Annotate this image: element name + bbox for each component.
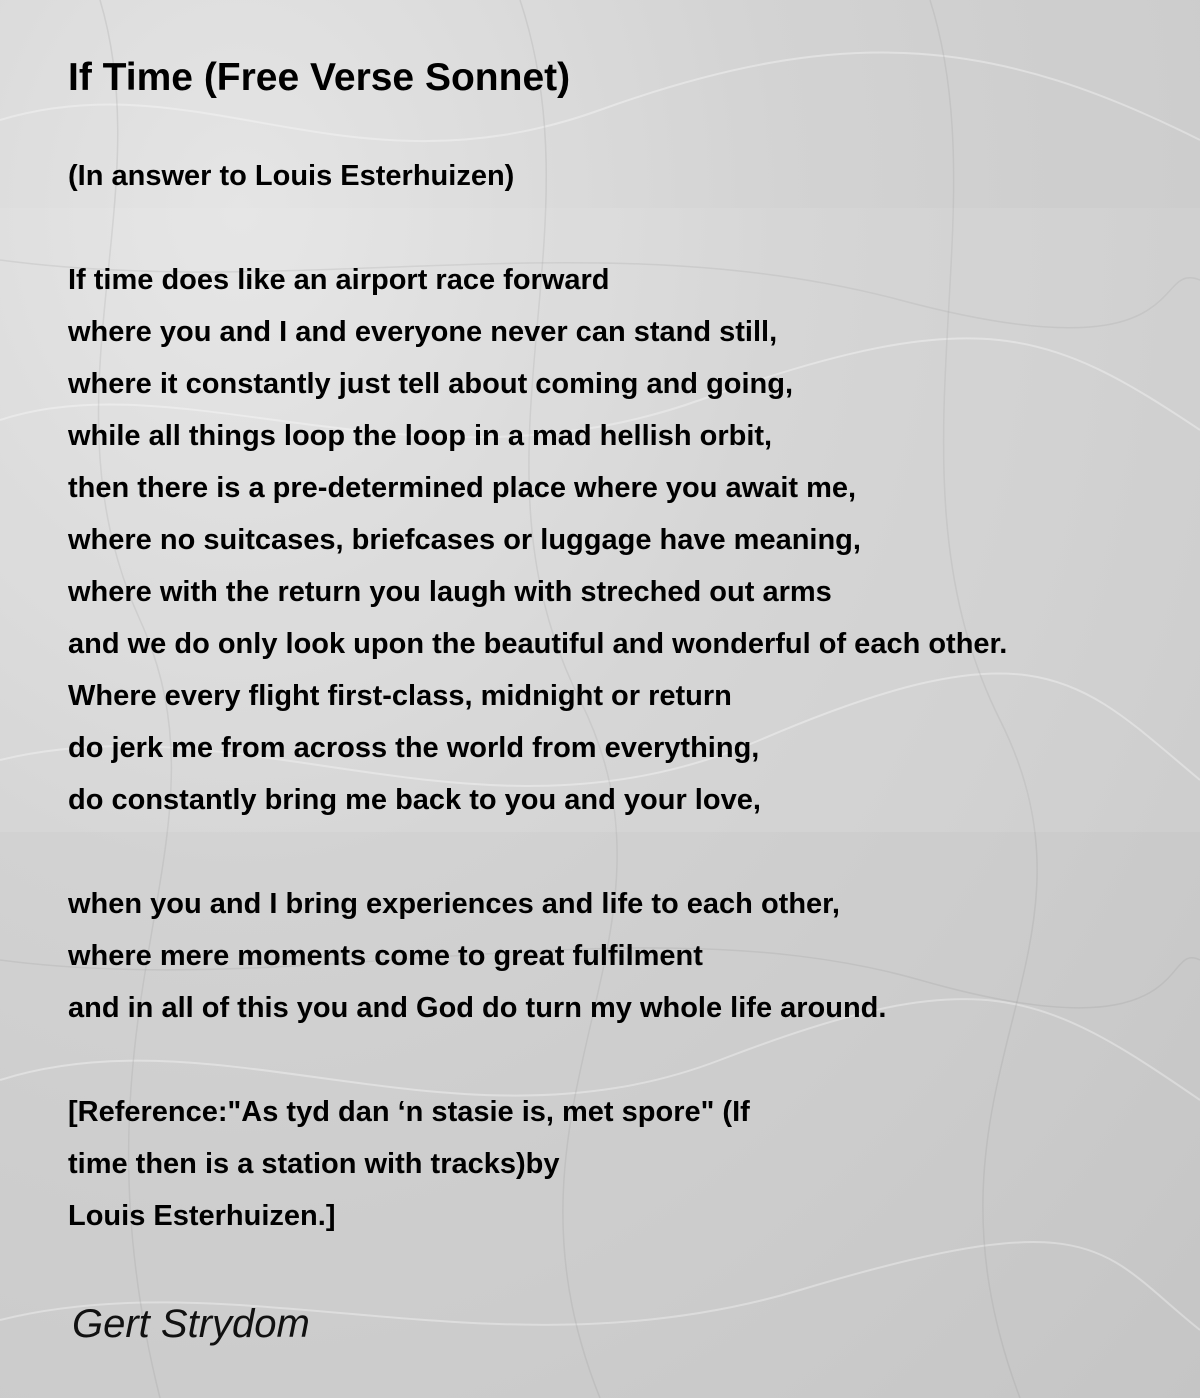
poem-reference <box>68 1086 750 1242</box>
poem-author: Gert Strydom <box>72 1302 310 1346</box>
reference-line: time then is a station with tracks)by <box>68 1148 560 1180</box>
poem-line: where with the return you laugh with streched out arms <box>68 576 832 608</box>
stanza-two <box>68 878 886 1034</box>
poem-line: and we do only look upon the beautiful and wonderful of each other. <box>68 628 1008 660</box>
reference-line: [Reference:"As tyd dan ‘n stasie is, met spore" (If <box>68 1096 750 1128</box>
poem-line: do jerk me from across the world from everything, <box>68 732 760 764</box>
poem-line: when you and I bring experiences and life to each other, <box>68 888 840 920</box>
poem-line: and in all of this you and God do turn my whole life around. <box>68 992 887 1024</box>
poem-line: do constantly bring me back to you and your love, <box>68 784 761 816</box>
poem-line: then there is a pre-determined place where you await me, <box>68 472 857 504</box>
poem-dedication: (In answer to Louis Esterhuizen) <box>68 160 515 192</box>
stanza-one <box>68 254 1007 826</box>
poem-title: If Time (Free Verse Sonnet) <box>68 56 571 99</box>
poem-line: where no suitcases, briefcases or luggage have meaning, <box>68 524 861 556</box>
poem-line: If time does like an airport race forward <box>68 264 610 296</box>
poem-line: where you and I and everyone never can stand still, <box>68 316 778 348</box>
poem-line: where mere moments come to great fulfilment <box>68 940 703 972</box>
poem-line: Where every flight first-class, midnight or return <box>68 680 732 712</box>
reference-line: Louis Esterhuizen.] <box>68 1200 336 1232</box>
poem-line: where it constantly just tell about coming and going, <box>68 368 794 400</box>
poem-line: while all things loop the loop in a mad hellish orbit, <box>68 420 773 452</box>
